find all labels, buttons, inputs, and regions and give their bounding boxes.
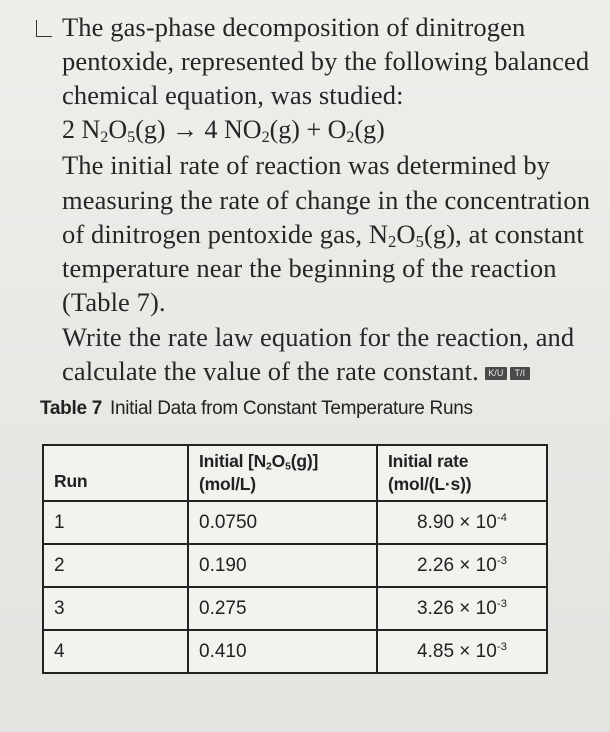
cell-run: 1 (43, 501, 188, 544)
eq-product-1: $NO_2(g)$ (224, 115, 300, 147)
task-line-2-text: calculate the value of the rate constant. (62, 356, 479, 386)
task-line-1: Write the rate law equation for the reaction, and (62, 322, 575, 352)
balanced-equation (62, 113, 385, 147)
table-header-row (43, 445, 547, 501)
header-concentration-unit: (mol/L) (199, 474, 256, 494)
cell-concentration: 0.190 (188, 544, 377, 587)
header-initial-concentration: Initial $[N_2O_5(g)]$ (mol/L) (188, 445, 377, 501)
body-line-1: The initial rate of reaction was determined by (62, 150, 551, 180)
eq-arrow: → (172, 115, 199, 144)
header-rate-label: Initial rate (388, 451, 469, 471)
body-line-5: (Table 7). (62, 287, 166, 317)
cell-run: 3 (43, 587, 188, 630)
cell-rate: $2.26 \times 10^{-3}$ (377, 544, 547, 587)
cell-run: 4 (43, 630, 188, 673)
question-line-1: The gas-phase decomposition of dinitrogen (62, 12, 526, 42)
table-row (43, 501, 547, 544)
eq-coefficient-2: 4 (204, 115, 218, 144)
question-line-3: chemical equation, was studied: (62, 80, 404, 110)
rate-exponent: -3 (496, 640, 507, 653)
header-run: Run (43, 445, 188, 501)
rate-exponent: -3 (496, 597, 507, 610)
table-row (43, 544, 547, 587)
cell-rate: $8.90 \times 10^{-4}$ (377, 501, 547, 544)
question-line-2: pentoxide, represented by the following balanced (62, 46, 590, 76)
initial-data-table (42, 444, 548, 674)
cell-concentration: 0.275 (188, 587, 377, 630)
eq-plus: + (306, 115, 322, 144)
rate-mantissa: 8.90 (417, 511, 455, 533)
table-caption (40, 398, 473, 420)
cell-run: 2 (43, 544, 188, 587)
thinking-inquiry-badge: T/I (510, 367, 530, 380)
rate-mantissa: 4.85 (417, 640, 455, 662)
table-caption-label: Table 7 (40, 398, 102, 419)
body-line-2: measuring the rate of change in the concentration (62, 185, 591, 215)
header-rate-unit: (mol/(L·s)) (388, 474, 472, 494)
rate-exponent: -4 (496, 511, 507, 524)
table-caption-title: Initial Data from Constant Temperature Runs (109, 398, 473, 419)
cell-rate: $4.85 \times 10^{-3}$ (377, 630, 547, 673)
table-row (43, 630, 547, 673)
cell-concentration: 0.410 (188, 630, 377, 673)
eq-coefficient-1: 2 (62, 115, 75, 144)
body-line-4: temperature near the beginning of the reaction (62, 253, 557, 283)
knowledge-understanding-badge: K/U (485, 367, 507, 380)
eq-reactant: $N_2O_5(g)$ (81, 115, 166, 147)
cell-concentration: 0.0750 (188, 501, 377, 544)
question-number (36, 20, 52, 37)
cell-rate: $3.26 \times 10^{-3}$ (377, 587, 547, 630)
body-line-3: of dinitrogen pentoxide gas, $N_2O_5(g)$, at constant (62, 219, 584, 252)
task-line-2 (62, 354, 592, 388)
eq-product-2: $O_2(g)$ (327, 115, 385, 147)
rate-mantissa: 2.26 (417, 554, 455, 576)
rate-exponent: -3 (496, 554, 507, 567)
header-initial-rate (377, 445, 547, 501)
rate-mantissa: 3.26 (417, 597, 455, 619)
table-row (43, 587, 547, 630)
